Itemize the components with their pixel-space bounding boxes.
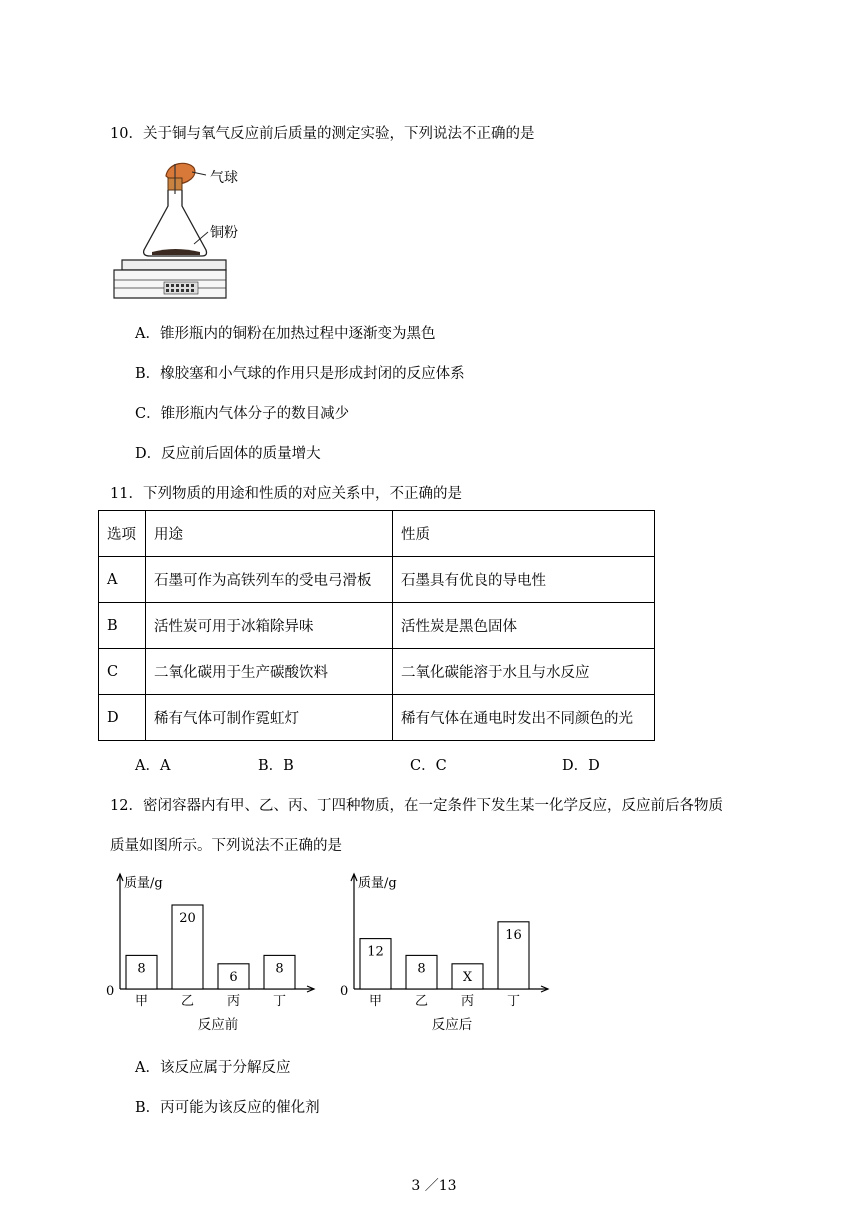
- y-axis-label: 质量/g: [358, 876, 397, 891]
- category-label: 乙: [180, 994, 195, 1009]
- question-12-title-line1: 12．密闭容器内有甲、乙、丙、丁四种物质，在一定条件下发生某一化学反应，反应前后各物质: [110, 798, 723, 814]
- q10-option-d: D．反应前后固体的质量增大: [135, 446, 321, 462]
- bar-value-label: 8: [275, 961, 284, 977]
- table-cell: 石墨具有优良的导电性: [393, 557, 655, 603]
- y-axis-label: 质量/g: [124, 876, 163, 891]
- bar-value-label: 8: [417, 961, 426, 977]
- chart-title: 反应后: [431, 1017, 473, 1033]
- table-cell: A: [99, 557, 146, 603]
- table-cell: B: [99, 603, 146, 649]
- chart-after-reaction: [334, 866, 564, 1036]
- table-cell: 石墨可作为高铁列车的受电弓滑板: [146, 557, 393, 603]
- page-number: 3 ／13: [411, 1178, 457, 1194]
- copper-powder: [152, 249, 200, 255]
- q11-choice-b: B．B: [258, 758, 294, 774]
- copper-powder-label: 铜粉: [210, 225, 238, 241]
- category-label: 甲: [134, 994, 149, 1009]
- question-11-title: 11．下列物质的用途和性质的对应关系中，不正确的是: [110, 486, 462, 502]
- category-label: 丁: [506, 994, 521, 1009]
- bar-value-label: 8: [137, 961, 146, 977]
- category-label: 丁: [272, 994, 287, 1009]
- table-row: [99, 603, 655, 649]
- chart-before-reaction: [100, 866, 330, 1036]
- table-cell: 活性炭是黑色固体: [393, 603, 655, 649]
- category-label: 甲: [368, 994, 383, 1009]
- header-cell-option: 选项: [99, 511, 146, 557]
- q11-choice-c: C．C: [410, 758, 447, 774]
- bar-value-label: 6: [229, 969, 238, 985]
- header-cell-property: 性质: [393, 511, 655, 557]
- q11-table: [98, 510, 655, 741]
- table-cell: 稀有气体在通电时发出不同颜色的光: [393, 695, 655, 741]
- balloon-label: 气球: [210, 170, 238, 186]
- balance-flask-illustration: [108, 158, 268, 306]
- category-label: 丙: [226, 994, 241, 1009]
- table-cell: 活性炭可用于冰箱除异味: [146, 603, 393, 649]
- bar-value-label: X: [462, 969, 473, 985]
- table-row: [99, 695, 655, 741]
- q10-option-c: C．锥形瓶内气体分子的数目减少: [135, 406, 350, 422]
- bar-value-label: 12: [367, 944, 384, 960]
- flask-outline: [144, 190, 207, 256]
- table-cell: 稀有气体可制作霓虹灯: [146, 695, 393, 741]
- category-label: 丙: [460, 994, 475, 1009]
- table-header-row: [99, 511, 655, 557]
- question-10-title: 10．关于铜与氧气反应前后质量的测定实验，下列说法不正确的是: [110, 126, 535, 142]
- question-12-title-line2: 质量如图所示。下列说法不正确的是: [110, 838, 342, 854]
- bar-value-label: 16: [505, 927, 522, 943]
- origin-label: 0: [340, 984, 349, 999]
- table-cell: 二氧化碳能溶于水且与水反应: [393, 649, 655, 695]
- table-cell: C: [99, 649, 146, 695]
- q12-option-b: B．丙可能为该反应的催化剂: [135, 1100, 320, 1116]
- origin-label: 0: [106, 984, 115, 999]
- table-cell: 二氧化碳用于生产碳酸饮料: [146, 649, 393, 695]
- table-cell: D: [99, 695, 146, 741]
- chart-title: 反应前: [197, 1017, 239, 1033]
- q11-choice-d: D．D: [562, 758, 600, 774]
- q10-option-b: B．橡胶塞和小气球的作用只是形成封闭的反应体系: [135, 366, 465, 382]
- table-row: [99, 557, 655, 603]
- table-row: [99, 649, 655, 695]
- bar-value-label: 20: [179, 911, 196, 926]
- q10-option-a: A．锥形瓶内的铜粉在加热过程中逐渐变为黑色: [135, 326, 436, 342]
- category-label: 乙: [414, 994, 429, 1009]
- q12-option-a: A．该反应属于分解反应: [135, 1060, 291, 1076]
- q11-choice-a: A．A: [135, 758, 171, 774]
- header-cell-use: 用途: [146, 511, 393, 557]
